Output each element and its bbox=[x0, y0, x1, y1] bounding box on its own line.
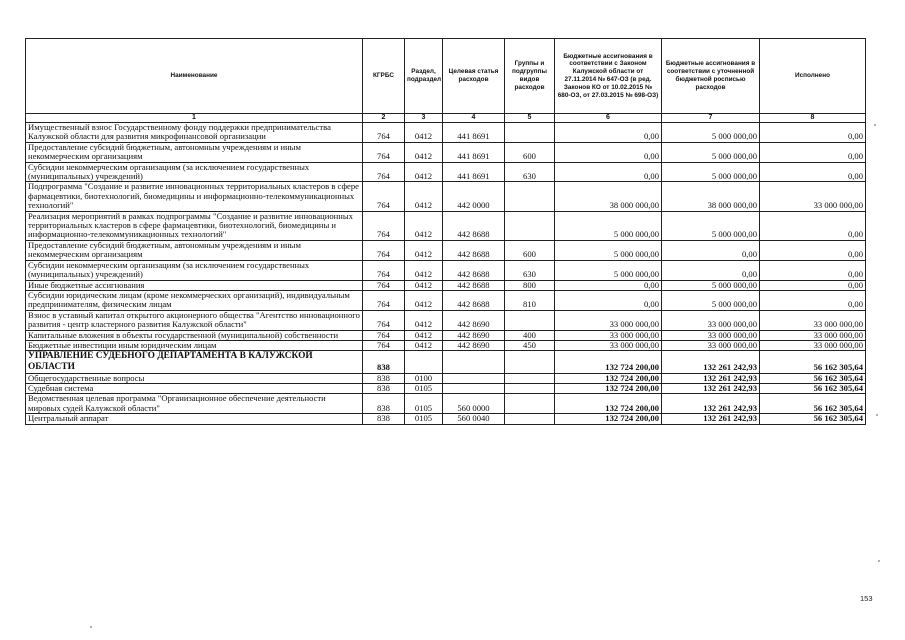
row-executed-amount-cell: 0,00 bbox=[760, 162, 866, 182]
row-target-cell bbox=[443, 373, 505, 383]
table-row bbox=[26, 351, 866, 373]
table-row bbox=[26, 211, 866, 240]
row-name-cell: Подпрограмма "Создание и развитие инновационных территориальных кластеров в сфере фармацевтики, биотехнологий, биомедицины и информационно-телекоммуникационных технологий" bbox=[26, 182, 363, 211]
row-law-amount-cell: 33 000 000,00 bbox=[555, 310, 662, 330]
row-refined-amount-cell: 5 000 000,00 bbox=[662, 123, 760, 143]
row-section-cell: 0412 bbox=[405, 182, 443, 211]
row-law-amount-cell: 132 724 200,00 bbox=[555, 383, 662, 393]
table-row bbox=[26, 240, 866, 260]
row-refined-amount-cell: 132 261 242,93 bbox=[662, 373, 760, 383]
row-executed-amount-cell: 33 000 000,00 bbox=[760, 182, 866, 211]
row-target-cell: 442 8688 bbox=[443, 290, 505, 310]
row-target-cell: 442 0000 bbox=[443, 182, 505, 211]
row-name-cell: Субсидии некоммерческим организациям (за исключением государственных (муниципальных) учреждений) bbox=[26, 162, 363, 182]
row-executed-amount-cell: 0,00 bbox=[760, 280, 866, 290]
row-group-cell bbox=[505, 182, 555, 211]
header-section: Раздел, подраздел bbox=[405, 39, 443, 114]
row-law-amount-cell: 0,00 bbox=[555, 280, 662, 290]
table-row bbox=[26, 182, 866, 211]
row-group-cell: 800 bbox=[505, 280, 555, 290]
row-section-cell: 0412 bbox=[405, 162, 443, 182]
row-section-cell: 0412 bbox=[405, 142, 443, 162]
row-ktrbs-cell: 764 bbox=[363, 290, 405, 310]
row-name-cell: Иные бюджетные ассигнования bbox=[26, 280, 363, 290]
table-row bbox=[26, 340, 866, 350]
row-executed-amount-cell: 33 000 000,00 bbox=[760, 310, 866, 330]
row-law-amount-cell: 0,00 bbox=[555, 290, 662, 310]
row-section-cell: 0412 bbox=[405, 310, 443, 330]
row-executed-amount-cell: 0,00 bbox=[760, 142, 866, 162]
column-number: 8 bbox=[760, 114, 866, 123]
row-executed-amount-cell: 0,00 bbox=[760, 240, 866, 260]
row-ktrbs-cell: 838 bbox=[363, 373, 405, 383]
row-name-cell: Субсидии юридическим лицам (кроме некоммерческих организаций), индивидуальным предпринимателям, физическим лицам bbox=[26, 290, 363, 310]
row-ktrbs-cell: 838 bbox=[363, 394, 405, 414]
table-row bbox=[26, 260, 866, 280]
row-executed-amount-cell: 56 162 305,64 bbox=[760, 383, 866, 393]
row-group-cell: 450 bbox=[505, 340, 555, 350]
row-section-cell: 0412 bbox=[405, 340, 443, 350]
row-ktrbs-cell: 764 bbox=[363, 123, 405, 143]
table-header-row bbox=[26, 39, 866, 114]
column-number: 1 bbox=[26, 114, 363, 123]
header-name: Наименование bbox=[26, 39, 363, 114]
row-law-amount-cell: 132 724 200,00 bbox=[555, 394, 662, 414]
header-refined-allocations: Бюджетные ассигнования в соответствии с уточненной бюджетной росписью расходов bbox=[662, 39, 760, 114]
header-ktrbs: КГРБС bbox=[363, 39, 405, 114]
header-expense-groups: Группы и подгруппы видов расходов bbox=[505, 39, 555, 114]
row-section-cell: 0100 bbox=[405, 373, 443, 383]
row-refined-amount-cell: 0,00 bbox=[662, 240, 760, 260]
row-refined-amount-cell: 132 261 242,93 bbox=[662, 383, 760, 393]
row-name-cell: Предоставление субсидий бюджетным, автономным учреждениям и иным некоммерческим организациям bbox=[26, 240, 363, 260]
table-row bbox=[26, 123, 866, 143]
row-target-cell: 442 8690 bbox=[443, 330, 505, 340]
row-name-cell: Бюджетные инвестиции иным юридическим лицам bbox=[26, 340, 363, 350]
row-ktrbs-cell: 764 bbox=[363, 260, 405, 280]
row-ktrbs-cell: 764 bbox=[363, 142, 405, 162]
row-law-amount-cell: 5 000 000,00 bbox=[555, 240, 662, 260]
row-refined-amount-cell: 132 261 242,93 bbox=[662, 351, 760, 373]
row-group-cell: 600 bbox=[505, 240, 555, 260]
row-law-amount-cell: 132 724 200,00 bbox=[555, 351, 662, 373]
row-group-cell bbox=[505, 211, 555, 240]
row-target-cell bbox=[443, 351, 505, 373]
row-group-cell bbox=[505, 383, 555, 393]
row-law-amount-cell: 132 724 200,00 bbox=[555, 373, 662, 383]
row-ktrbs-cell: 764 bbox=[363, 330, 405, 340]
row-refined-amount-cell: 33 000 000,00 bbox=[662, 330, 760, 340]
row-name-cell: Общегосударственные вопросы bbox=[26, 373, 363, 383]
row-target-cell: 560 0000 bbox=[443, 394, 505, 414]
row-law-amount-cell: 5 000 000,00 bbox=[555, 260, 662, 280]
row-executed-amount-cell: 33 000 000,00 bbox=[760, 330, 866, 340]
row-refined-amount-cell: 38 000 000,00 bbox=[662, 182, 760, 211]
row-section-cell bbox=[405, 351, 443, 373]
row-group-cell bbox=[505, 310, 555, 330]
row-name-cell: Судебная система bbox=[26, 383, 363, 393]
row-target-cell: 442 8688 bbox=[443, 260, 505, 280]
row-name-cell: Ведомственная целевая программа "Организационное обеспечение деятельности мировых судей Калужской области" bbox=[26, 394, 363, 414]
row-ktrbs-cell: 764 bbox=[363, 211, 405, 240]
row-refined-amount-cell: 0,00 bbox=[662, 260, 760, 280]
row-refined-amount-cell: 33 000 000,00 bbox=[662, 340, 760, 350]
row-refined-amount-cell: 5 000 000,00 bbox=[662, 290, 760, 310]
row-executed-amount-cell: 56 162 305,64 bbox=[760, 394, 866, 414]
row-executed-amount-cell: 0,00 bbox=[760, 260, 866, 280]
row-group-cell bbox=[505, 351, 555, 373]
column-number: 5 bbox=[505, 114, 555, 123]
scan-speck bbox=[90, 626, 92, 628]
table-row bbox=[26, 280, 866, 290]
row-section-cell: 0412 bbox=[405, 290, 443, 310]
row-law-amount-cell: 0,00 bbox=[555, 123, 662, 143]
row-law-amount-cell: 132 724 200,00 bbox=[555, 414, 662, 424]
scan-speck bbox=[874, 124, 876, 126]
row-group-cell: 630 bbox=[505, 260, 555, 280]
table-row bbox=[26, 330, 866, 340]
table-row bbox=[26, 373, 866, 383]
row-name-cell: Центральный аппарат bbox=[26, 414, 363, 424]
table-row bbox=[26, 162, 866, 182]
row-ktrbs-cell: 838 bbox=[363, 383, 405, 393]
row-ktrbs-cell: 764 bbox=[363, 340, 405, 350]
row-group-cell: 630 bbox=[505, 162, 555, 182]
row-law-amount-cell: 38 000 000,00 bbox=[555, 182, 662, 211]
table-row bbox=[26, 142, 866, 162]
scan-speck bbox=[878, 560, 880, 562]
row-target-cell bbox=[443, 383, 505, 393]
row-ktrbs-cell: 764 bbox=[363, 182, 405, 211]
row-refined-amount-cell: 5 000 000,00 bbox=[662, 162, 760, 182]
row-ktrbs-cell: 838 bbox=[363, 351, 405, 373]
table-row bbox=[26, 383, 866, 393]
row-name-cell: Реализация мероприятий в рамках подпрограммы "Создание и развитие инновационных территориальных кластеров в сфере фармацевтики, биотехнологий, биомедицины и информационно-телекоммуникационных технологий" bbox=[26, 211, 363, 240]
row-refined-amount-cell: 5 000 000,00 bbox=[662, 142, 760, 162]
row-ktrbs-cell: 838 bbox=[363, 414, 405, 424]
row-group-cell bbox=[505, 394, 555, 414]
row-target-cell: 441 8691 bbox=[443, 142, 505, 162]
row-target-cell: 442 8690 bbox=[443, 310, 505, 330]
table-body bbox=[26, 123, 866, 425]
row-ktrbs-cell: 764 bbox=[363, 162, 405, 182]
row-name-cell: Предоставление субсидий бюджетным, автономным учреждениям и иным некоммерческим организациям bbox=[26, 142, 363, 162]
row-refined-amount-cell: 132 261 242,93 bbox=[662, 414, 760, 424]
row-target-cell: 560 0040 bbox=[443, 414, 505, 424]
row-law-amount-cell: 33 000 000,00 bbox=[555, 340, 662, 350]
row-name-cell: Взнос в уставный капитал открытого акционерного общества "Агентство инновационного развития - центр кластерного развития Калужской области" bbox=[26, 310, 363, 330]
row-refined-amount-cell: 132 261 242,93 bbox=[662, 394, 760, 414]
row-executed-amount-cell: 33 000 000,00 bbox=[760, 340, 866, 350]
row-section-cell: 0412 bbox=[405, 260, 443, 280]
row-group-cell: 400 bbox=[505, 330, 555, 340]
row-group-cell bbox=[505, 414, 555, 424]
row-refined-amount-cell: 5 000 000,00 bbox=[662, 211, 760, 240]
row-section-cell: 0412 bbox=[405, 211, 443, 240]
table-row bbox=[26, 394, 866, 414]
row-law-amount-cell: 0,00 bbox=[555, 142, 662, 162]
row-refined-amount-cell: 33 000 000,00 bbox=[662, 310, 760, 330]
row-target-cell: 442 8688 bbox=[443, 240, 505, 260]
column-number: 2 bbox=[363, 114, 405, 123]
header-executed: Исполнено bbox=[760, 39, 866, 114]
row-executed-amount-cell: 0,00 bbox=[760, 123, 866, 143]
row-target-cell: 441 8691 bbox=[443, 123, 505, 143]
row-executed-amount-cell: 0,00 bbox=[760, 211, 866, 240]
row-group-cell: 600 bbox=[505, 142, 555, 162]
row-executed-amount-cell: 0,00 bbox=[760, 290, 866, 310]
row-section-cell: 0412 bbox=[405, 123, 443, 143]
scan-speck bbox=[876, 414, 878, 416]
table-row bbox=[26, 310, 866, 330]
row-name-cell: Имущественный взнос Государственному фонду поддержки предпринимательства Калужской области для развития микрофинансовой организации bbox=[26, 123, 363, 143]
row-name-cell: УПРАВЛЕНИЕ СУДЕБНОГО ДЕПАРТАМЕНТА В КАЛУЖСКОЙ ОБЛАСТИ bbox=[26, 351, 363, 373]
page-number: 153 bbox=[860, 594, 873, 603]
row-executed-amount-cell: 56 162 305,64 bbox=[760, 351, 866, 373]
row-section-cell: 0105 bbox=[405, 394, 443, 414]
row-target-cell: 442 8688 bbox=[443, 211, 505, 240]
row-executed-amount-cell: 56 162 305,64 bbox=[760, 414, 866, 424]
row-ktrbs-cell: 764 bbox=[363, 240, 405, 260]
row-refined-amount-cell: 5 000 000,00 bbox=[662, 280, 760, 290]
column-number: 7 bbox=[662, 114, 760, 123]
row-name-cell: Капитальные вложения в объекты государственной (муниципальной) собственности bbox=[26, 330, 363, 340]
row-law-amount-cell: 5 000 000,00 bbox=[555, 211, 662, 240]
row-law-amount-cell: 0,00 bbox=[555, 162, 662, 182]
table-row bbox=[26, 414, 866, 424]
column-number: 6 bbox=[555, 114, 662, 123]
row-section-cell: 0412 bbox=[405, 280, 443, 290]
row-ktrbs-cell: 764 bbox=[363, 280, 405, 290]
row-executed-amount-cell: 56 162 305,64 bbox=[760, 373, 866, 383]
column-number-row bbox=[26, 114, 866, 123]
row-section-cell: 0105 bbox=[405, 414, 443, 424]
budget-execution-table bbox=[25, 38, 866, 425]
header-target-article: Целевая статья расходов bbox=[443, 39, 505, 114]
column-number: 4 bbox=[443, 114, 505, 123]
row-target-cell: 442 8690 bbox=[443, 340, 505, 350]
row-law-amount-cell: 33 000 000,00 bbox=[555, 330, 662, 340]
row-target-cell: 441 8691 bbox=[443, 162, 505, 182]
column-number: 3 bbox=[405, 114, 443, 123]
table-row bbox=[26, 290, 866, 310]
row-section-cell: 0412 bbox=[405, 240, 443, 260]
row-group-cell bbox=[505, 123, 555, 143]
header-law-allocations: Бюджетные ассигнования в соответствии с Законом Калужской области от 27.11.2014 № 647-ОЗ (в ред. Законов КО от 10.02.2015 № 680-ОЗ, от 27.03.2015 № 698-ОЗ) bbox=[555, 39, 662, 114]
row-group-cell: 810 bbox=[505, 290, 555, 310]
row-name-cell: Субсидии некоммерческим организациям (за исключением государственных (муниципальных) учреждений) bbox=[26, 260, 363, 280]
row-section-cell: 0412 bbox=[405, 330, 443, 340]
row-section-cell: 0105 bbox=[405, 383, 443, 393]
row-ktrbs-cell: 764 bbox=[363, 310, 405, 330]
row-target-cell: 442 8688 bbox=[443, 280, 505, 290]
row-group-cell bbox=[505, 373, 555, 383]
